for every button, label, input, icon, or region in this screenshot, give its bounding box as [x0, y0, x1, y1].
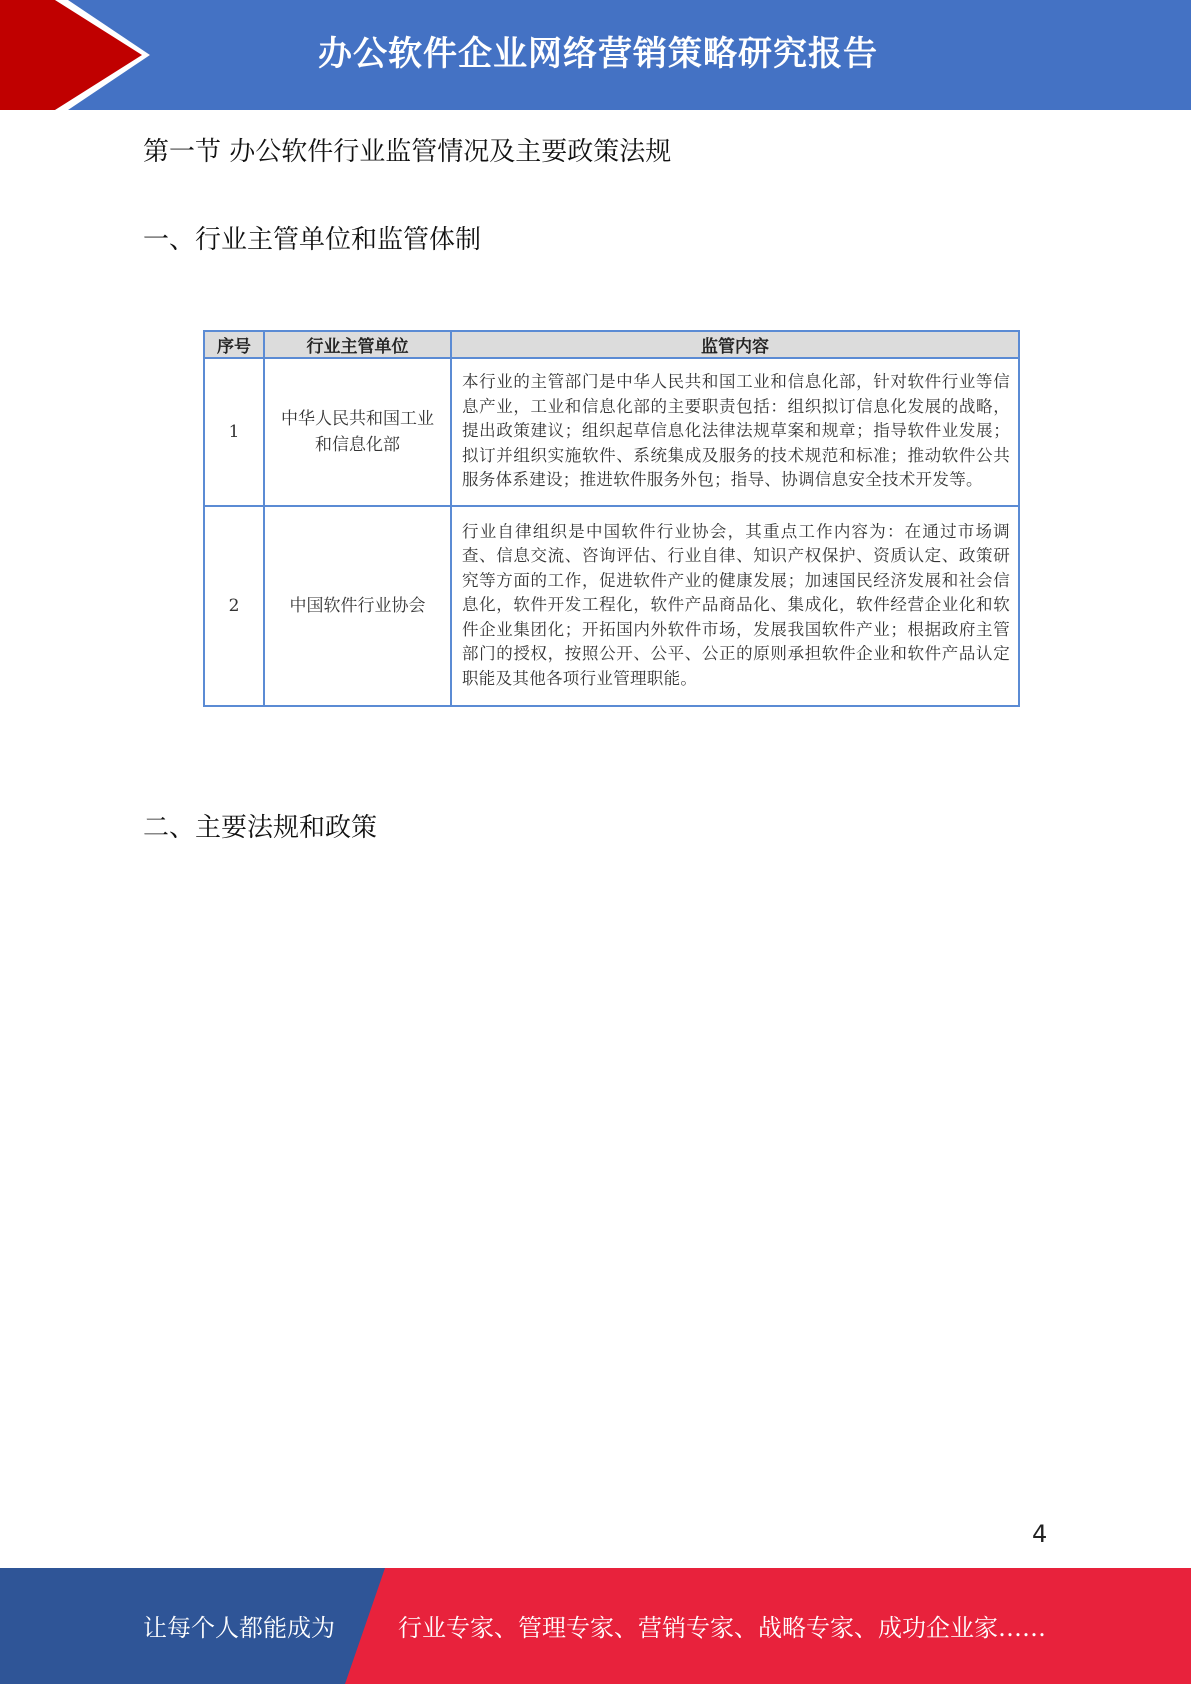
column-header-number: 序号 — [204, 331, 264, 358]
row-unit: 中国软件行业协会 — [264, 506, 451, 706]
subheading-regulations: 二、主要法规和政策 — [143, 813, 378, 843]
row-number: 2 — [204, 506, 264, 706]
column-header-unit: 行业主管单位 — [264, 331, 451, 358]
row-content: 行业自律组织是中国软件行业协会，其重点工作内容为：在通过市场调查、信息交流、咨询评估、行业自律、知识产权保护、资质认定、政策研究等方面的工作，促进软件产业的健康发展；加速国民经济发展和社会信息化，软件开发工程化，软件产品商品化、集成化，软件经营企业化和软件企业集团化；开拓国内外软件市场，发展我国软件产业；根据政府主管部门的授权，按照公开、公平、公正的原则承担软件企业和软件产品认定职能及其他各项行业管理职能。 — [451, 506, 1019, 706]
page-number: 4 — [1032, 1520, 1048, 1548]
page-header — [0, 0, 1191, 110]
table-row — [204, 358, 1019, 506]
row-number: 1 — [204, 358, 264, 506]
row-unit: 中华人民共和国工业和信息化部 — [264, 358, 451, 506]
report-title: 办公软件企业网络营销策略研究报告 — [318, 34, 878, 74]
section-title: 第一节 办公软件行业监管情况及主要政策法规 — [143, 137, 672, 167]
footer-tagline: 行业专家、管理专家、营销专家、战略专家、成功企业家…… — [398, 1614, 1046, 1642]
regulator-table-figure — [203, 330, 1018, 707]
regulator-table — [203, 330, 1020, 707]
column-header-content: 监管内容 — [451, 331, 1019, 358]
table-header-row — [204, 331, 1019, 358]
table-row — [204, 506, 1019, 706]
page-footer — [0, 1568, 1191, 1684]
row-content: 本行业的主管部门是中华人民共和国工业和信息化部，针对软件行业等信息产业，工业和信息化部的主要职责包括：组织拟订信息化发展的战略，提出政策建议；组织起草信息化法律法规草案和规章；指导软件业发展；拟订并组织实施软件、系统集成及服务的技术规范和标准；推动软件公共服务体系建设；推进软件服务外包；指导、协调信息安全技术开发等。 — [451, 358, 1019, 506]
subheading-regulators: 一、行业主管单位和监管体制 — [143, 225, 482, 255]
footer-lead-text: 让每个人都能成为 — [143, 1614, 335, 1642]
